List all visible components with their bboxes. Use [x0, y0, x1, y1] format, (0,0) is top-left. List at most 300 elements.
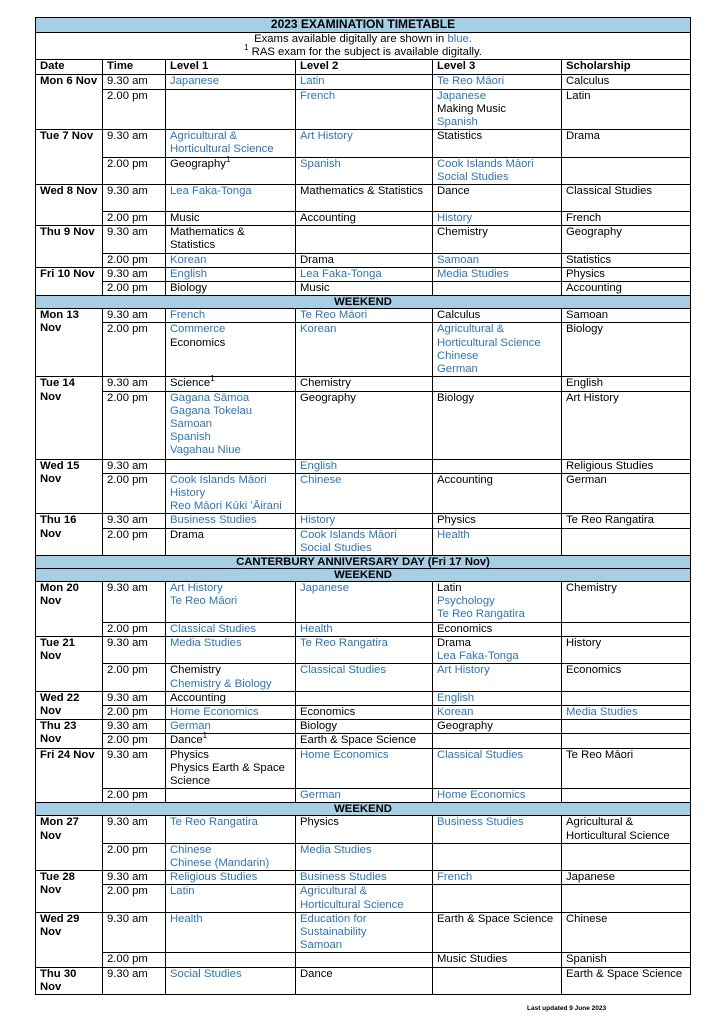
scholarship-cell — [562, 622, 691, 636]
table-row — [36, 377, 691, 391]
exam-subject-name: Spanish — [170, 431, 211, 444]
band-row — [36, 556, 691, 569]
date-cell: Wed 8 Nov — [36, 185, 103, 226]
exam-subject — [566, 953, 686, 966]
exam-subject-name: Cook Islands Māori — [170, 473, 267, 486]
ras-note-sup: 1 — [244, 43, 249, 53]
level-1-cell — [166, 528, 296, 555]
level-2-cell — [296, 75, 433, 89]
exam-subject-name: Physics Earth & Space Science — [170, 761, 285, 787]
exam-subject-name: Art History — [437, 664, 490, 677]
exam-subject-name: Health — [170, 912, 203, 925]
exam-subject — [300, 460, 428, 473]
exam-subject — [170, 762, 291, 788]
level-1-cell — [166, 514, 296, 528]
exam-subject — [170, 857, 291, 870]
level-2-cell — [296, 282, 433, 296]
exam-subject-name: Gagana Sāmoa — [170, 391, 250, 404]
exam-subject — [437, 130, 557, 143]
exam-subject-name: Agricultural & Horticultural Science — [437, 323, 541, 349]
time-cell: 2.00 pm — [103, 323, 166, 377]
scholarship-cell — [562, 226, 691, 253]
level-2-cell — [296, 253, 433, 267]
exam-subject — [566, 582, 686, 595]
exam-subject-name: Calculus — [566, 75, 610, 88]
exam-subject-name: Te Reo Rangatira — [170, 816, 258, 829]
exam-subject-name: Earth & Space Science — [566, 967, 683, 980]
exam-subject — [566, 664, 686, 677]
exam-subject-name: History — [437, 212, 473, 225]
exam-subject-name: Statistics — [566, 253, 612, 266]
scholarship-cell — [562, 871, 691, 885]
exam-subject-name: Drama — [170, 528, 204, 541]
exam-subject — [170, 885, 291, 898]
scholarship-cell — [562, 691, 691, 705]
exam-subject — [170, 871, 291, 884]
table-row — [36, 720, 691, 734]
exam-subject — [170, 529, 291, 542]
exam-subject-name: Samoan — [566, 309, 609, 322]
exam-subject — [300, 939, 428, 952]
level-2-cell — [296, 720, 433, 734]
level-3-cell — [433, 391, 562, 459]
exam-subject — [566, 282, 686, 295]
exam-subject-name: Geography — [437, 720, 493, 733]
exam-subject-name: Calculus — [437, 309, 481, 322]
exam-subject — [437, 185, 557, 198]
exam-subject — [170, 323, 291, 336]
exam-subject — [566, 377, 686, 390]
exam-subject-name: Music Studies — [437, 953, 508, 966]
exam-subject-name: Accounting — [170, 691, 226, 704]
band-label: CANTERBURY ANNIVERSARY DAY (Fri 17 Nov) — [36, 556, 691, 569]
exam-subject-name: Economics — [566, 664, 622, 677]
exam-subject-name: Classical Studies — [437, 748, 524, 761]
exam-subject — [300, 885, 428, 911]
level-1-cell — [166, 89, 296, 130]
exam-subject-name: Social Studies — [170, 967, 242, 980]
level-1-cell — [166, 789, 296, 803]
time-cell: 9.30 am — [103, 748, 166, 789]
exam-subject-name: Mathematics & Statistics — [300, 185, 424, 198]
timetable-body — [36, 75, 691, 995]
level-1-cell — [166, 953, 296, 967]
level-2-cell — [296, 636, 433, 663]
level-2-cell — [296, 459, 433, 473]
exam-subject — [170, 405, 291, 418]
level-1-cell — [166, 885, 296, 912]
exam-subject — [300, 529, 428, 542]
scholarship-cell — [562, 912, 691, 953]
exam-subject-name: Classical Studies — [300, 664, 387, 677]
exam-subject-name: Chinese — [566, 912, 608, 925]
exam-subject-name: Chinese (Mandarin) — [170, 856, 270, 869]
exam-subject — [437, 595, 557, 608]
exam-subject-name: English — [566, 377, 604, 390]
last-updated: Last updated 9 June 2023 — [527, 1005, 607, 1012]
exam-subject-name: Geography — [170, 157, 226, 170]
time-cell: 9.30 am — [103, 691, 166, 705]
exam-subject — [437, 623, 557, 636]
exam-subject — [170, 623, 291, 636]
table-row — [36, 75, 691, 89]
exam-subject — [170, 816, 291, 829]
date-cell: Wed 22 Nov — [36, 691, 103, 719]
exam-subject — [300, 90, 428, 103]
level-1-cell — [166, 705, 296, 719]
exam-subject — [566, 392, 686, 405]
time-cell: 2.00 pm — [103, 391, 166, 459]
time-cell: 9.30 am — [103, 309, 166, 323]
date-cell: Fri 24 Nov — [36, 748, 103, 803]
scholarship-cell — [562, 528, 691, 555]
table-row — [36, 185, 691, 212]
date-cell: Mon 27 Nov — [36, 816, 103, 871]
exam-subject-name: Health — [300, 622, 333, 635]
level-1-cell — [166, 154, 296, 184]
exam-subject-name: Classical Studies — [566, 185, 653, 198]
time-cell: 9.30 am — [103, 226, 166, 253]
exam-subject — [300, 212, 428, 225]
exam-subject — [300, 789, 428, 802]
level-2-cell — [296, 226, 433, 253]
level-1-cell — [166, 391, 296, 459]
header-time: Time — [103, 60, 166, 75]
level-3-cell — [433, 967, 562, 994]
time-cell: 9.30 am — [103, 459, 166, 473]
exam-subject — [437, 268, 557, 281]
scholarship-cell — [562, 885, 691, 912]
exam-subject — [300, 309, 428, 322]
level-3-cell — [433, 267, 562, 281]
exam-subject — [566, 749, 686, 762]
level-1-cell — [166, 912, 296, 953]
exam-subject — [566, 268, 686, 281]
scholarship-cell — [562, 473, 691, 514]
exam-subject — [437, 474, 557, 487]
exam-subject — [300, 582, 428, 595]
exam-subject-name: French — [437, 871, 473, 884]
scholarship-cell — [562, 130, 691, 157]
level-3-cell — [433, 473, 562, 514]
level-1-cell — [166, 226, 296, 253]
exam-subject-name: Economics — [170, 336, 226, 349]
level-1-cell — [166, 75, 296, 89]
exam-subject-name: Gagana Tokelau — [170, 404, 253, 417]
exam-subject — [300, 720, 428, 733]
timetable-sheet — [35, 17, 690, 995]
level-1-cell — [166, 622, 296, 636]
exam-subject-name: Biology — [170, 282, 208, 295]
level-3-cell — [433, 89, 562, 130]
exam-subject — [437, 720, 557, 733]
exam-subject — [566, 514, 686, 527]
exam-subject — [566, 75, 686, 88]
time-cell: 9.30 am — [103, 130, 166, 157]
exam-subject — [170, 582, 291, 595]
exam-subject — [170, 337, 291, 350]
level-3-cell — [433, 185, 562, 212]
exam-subject — [300, 542, 428, 555]
exam-subject-name: Chemistry — [300, 377, 351, 390]
date-cell: Tue 28 Nov — [36, 871, 103, 913]
level-3-cell — [433, 75, 562, 89]
exam-subject-name: Chinese — [170, 843, 212, 856]
level-1-cell — [166, 282, 296, 296]
exam-subject — [300, 392, 428, 405]
exam-subject — [300, 75, 428, 88]
exam-subject-name: Latin — [300, 75, 325, 88]
exam-subject — [170, 595, 291, 608]
exam-subject-name: Samoan — [437, 253, 480, 266]
exam-subject — [437, 871, 557, 884]
exam-subject — [437, 212, 557, 225]
level-2-cell — [296, 528, 433, 555]
exam-subject — [437, 816, 557, 829]
exam-subject-name: Economics — [437, 622, 493, 635]
scholarship-cell — [562, 459, 691, 473]
level-3-cell — [433, 748, 562, 789]
level-2-cell — [296, 130, 433, 157]
exam-subject-name: Music — [300, 282, 330, 295]
date-cell: Thu 30 Nov — [36, 967, 103, 994]
exam-subject — [170, 706, 291, 719]
scholarship-cell — [562, 75, 691, 89]
level-3-cell — [433, 885, 562, 912]
time-cell: 2.00 pm — [103, 212, 166, 226]
exam-subject-name: Accounting — [300, 212, 356, 225]
table-row — [36, 636, 691, 663]
table-row — [36, 473, 691, 514]
scholarship-cell — [562, 720, 691, 734]
exam-subject-name: Accounting — [437, 473, 493, 486]
level-2-cell — [296, 734, 433, 748]
exam-subject — [437, 913, 557, 926]
exam-subject-name: History — [566, 636, 602, 649]
exam-subject — [437, 582, 557, 595]
date-cell: Fri 10 Nov — [36, 267, 103, 295]
exam-subject — [170, 692, 291, 705]
header-scholarship: Scholarship — [562, 60, 691, 75]
level-1-cell — [166, 636, 296, 663]
scholarship-cell — [562, 377, 691, 391]
time-cell: 2.00 pm — [103, 885, 166, 912]
exam-subject-name: Physics — [170, 748, 209, 761]
exam-subject-name: Drama — [437, 636, 471, 649]
level-2-cell — [296, 748, 433, 789]
date-cell: Mon 13 Nov — [36, 309, 103, 377]
table-row — [36, 89, 691, 130]
exam-subject — [566, 185, 686, 198]
exam-subject-name: Media Studies — [566, 705, 638, 718]
level-1-cell — [166, 691, 296, 705]
table-row — [36, 967, 691, 994]
exam-subject-name: Vagahau Niue — [170, 444, 241, 457]
level-3-cell — [433, 309, 562, 323]
exam-subject-name: Art History — [300, 130, 353, 143]
exam-subject-name: Korean — [437, 705, 474, 718]
ras-note-text: RAS exam for the subject is available digitally. — [248, 46, 482, 59]
exam-subject-name: Te Reo Rangatira — [566, 514, 654, 527]
exam-subject-name: Music — [170, 212, 200, 225]
exam-subject — [170, 474, 291, 487]
band-row — [36, 569, 691, 582]
scholarship-cell — [562, 705, 691, 719]
scholarship-cell — [562, 664, 691, 691]
band-label: WEEKEND — [36, 296, 691, 309]
time-cell: 9.30 am — [103, 377, 166, 391]
time-cell: 2.00 pm — [103, 664, 166, 691]
level-2-cell — [296, 789, 433, 803]
exam-subject — [170, 185, 291, 198]
exam-subject — [300, 637, 428, 650]
exam-subject — [170, 154, 291, 171]
exam-subject — [437, 529, 557, 542]
time-cell: 2.00 pm — [103, 528, 166, 555]
exam-subject — [170, 968, 291, 981]
exam-subject-name: Geography — [566, 226, 622, 239]
exam-subject-name: Samoan — [170, 418, 213, 431]
exam-subject-name: Japanese — [566, 871, 615, 884]
exam-subject — [300, 749, 428, 762]
level-2-cell — [296, 705, 433, 719]
level-2-cell — [296, 582, 433, 623]
exam-subject-name: English — [437, 691, 475, 704]
level-3-cell — [433, 212, 562, 226]
exam-subject-name: Art History — [170, 582, 223, 595]
exam-subject — [566, 226, 686, 239]
exam-subject — [437, 749, 557, 762]
table-row — [36, 253, 691, 267]
level-2-cell — [296, 622, 433, 636]
exam-subject-name: Earth & Space Science — [300, 734, 417, 747]
table-row — [36, 843, 691, 870]
level-1-cell — [166, 816, 296, 843]
exam-subject — [300, 871, 428, 884]
date-cell: Tue 21 Nov — [36, 636, 103, 691]
level-1-cell — [166, 253, 296, 267]
time-cell: 9.30 am — [103, 912, 166, 953]
table-row — [36, 309, 691, 323]
exam-subject — [300, 282, 428, 295]
time-cell: 2.00 pm — [103, 789, 166, 803]
exam-subject — [437, 514, 557, 527]
exam-subject-name: Making Music — [437, 102, 507, 115]
exam-subject — [170, 500, 291, 513]
exam-subject — [437, 650, 557, 663]
scholarship-cell — [562, 816, 691, 843]
exam-subject-name: History — [300, 514, 336, 527]
level-1-cell — [166, 473, 296, 514]
band-row — [36, 803, 691, 816]
exam-subject — [300, 474, 428, 487]
table-row — [36, 912, 691, 953]
exam-subject — [566, 871, 686, 884]
level-3-cell — [433, 323, 562, 377]
exam-subject-name: Reo Māori Kūki ʻĀirani — [170, 500, 282, 513]
exam-subject — [566, 460, 686, 473]
level-3-cell — [433, 157, 562, 184]
exam-subject-name: Korean — [170, 253, 207, 266]
exam-subject — [566, 212, 686, 225]
table-row — [36, 391, 691, 459]
exam-subject — [170, 514, 291, 527]
table-row — [36, 748, 691, 789]
level-1-cell — [166, 664, 296, 691]
level-3-cell — [433, 528, 562, 555]
exam-subject-name: Business Studies — [437, 816, 524, 829]
exam-subject-name: Media Studies — [170, 636, 242, 649]
exam-subject — [170, 392, 291, 405]
scholarship-cell — [562, 309, 691, 323]
time-cell: 2.00 pm — [103, 705, 166, 719]
time-cell: 9.30 am — [103, 871, 166, 885]
exam-subject — [437, 953, 557, 966]
level-3-cell — [433, 130, 562, 157]
date-cell: Thu 23 Nov — [36, 720, 103, 748]
level-3-cell — [433, 871, 562, 885]
scholarship-cell — [562, 89, 691, 130]
exam-subject-name: Chemistry — [437, 226, 488, 239]
exam-subject — [170, 75, 291, 88]
exam-subject-name: Te Reo Rangatira — [437, 608, 525, 621]
exam-subject-name: Physics — [300, 816, 339, 829]
exam-subject-name: German — [566, 473, 607, 486]
exam-subject-name: Education for Sustainability — [300, 912, 367, 938]
exam-subject-name: Geography — [300, 391, 356, 404]
level-2-cell — [296, 309, 433, 323]
exam-subject — [170, 374, 291, 390]
exam-subject-name: Spanish — [300, 157, 341, 170]
exam-subject — [437, 392, 557, 405]
exam-subject-name: Agricultural & Horticultural Science — [170, 130, 274, 156]
exam-subject — [170, 431, 291, 444]
level-1-cell — [166, 748, 296, 789]
level-1-cell — [166, 871, 296, 885]
exam-subject-name: Cook Islands Māori — [437, 157, 534, 170]
exam-subject-name: History — [170, 487, 206, 500]
exam-subject-name: Social Studies — [437, 170, 509, 183]
exam-subject-name: Statistics — [437, 130, 483, 143]
level-2-cell — [296, 816, 433, 843]
exam-subject — [170, 487, 291, 500]
level-1-cell — [166, 309, 296, 323]
ras-footnote-marker: 1 — [210, 374, 215, 384]
time-cell: 9.30 am — [103, 636, 166, 663]
level-2-cell — [296, 391, 433, 459]
scholarship-cell — [562, 789, 691, 803]
exam-subject — [437, 363, 557, 376]
level-2-cell — [296, 953, 433, 967]
band-row — [36, 296, 691, 309]
exam-subject-name: Te Reo Māori — [437, 75, 505, 88]
exam-subject-name: Drama — [300, 253, 334, 266]
exam-subject-name: Latin — [437, 582, 462, 595]
scholarship-cell — [562, 514, 691, 528]
exam-subject-name: Home Economics — [300, 748, 389, 761]
exam-subject — [300, 968, 428, 981]
level-2-cell — [296, 967, 433, 994]
exam-subject-name: Health — [437, 528, 470, 541]
timetable-title: 2023 EXAMINATION TIMETABLE — [36, 18, 691, 33]
table-row — [36, 789, 691, 803]
date-cell: Tue 7 Nov — [36, 130, 103, 185]
exam-subject-name: Dance — [300, 967, 333, 980]
table-row — [36, 282, 691, 296]
level-2-cell — [296, 212, 433, 226]
exam-subject-name: Chemistry — [170, 664, 221, 677]
time-cell: 2.00 pm — [103, 953, 166, 967]
